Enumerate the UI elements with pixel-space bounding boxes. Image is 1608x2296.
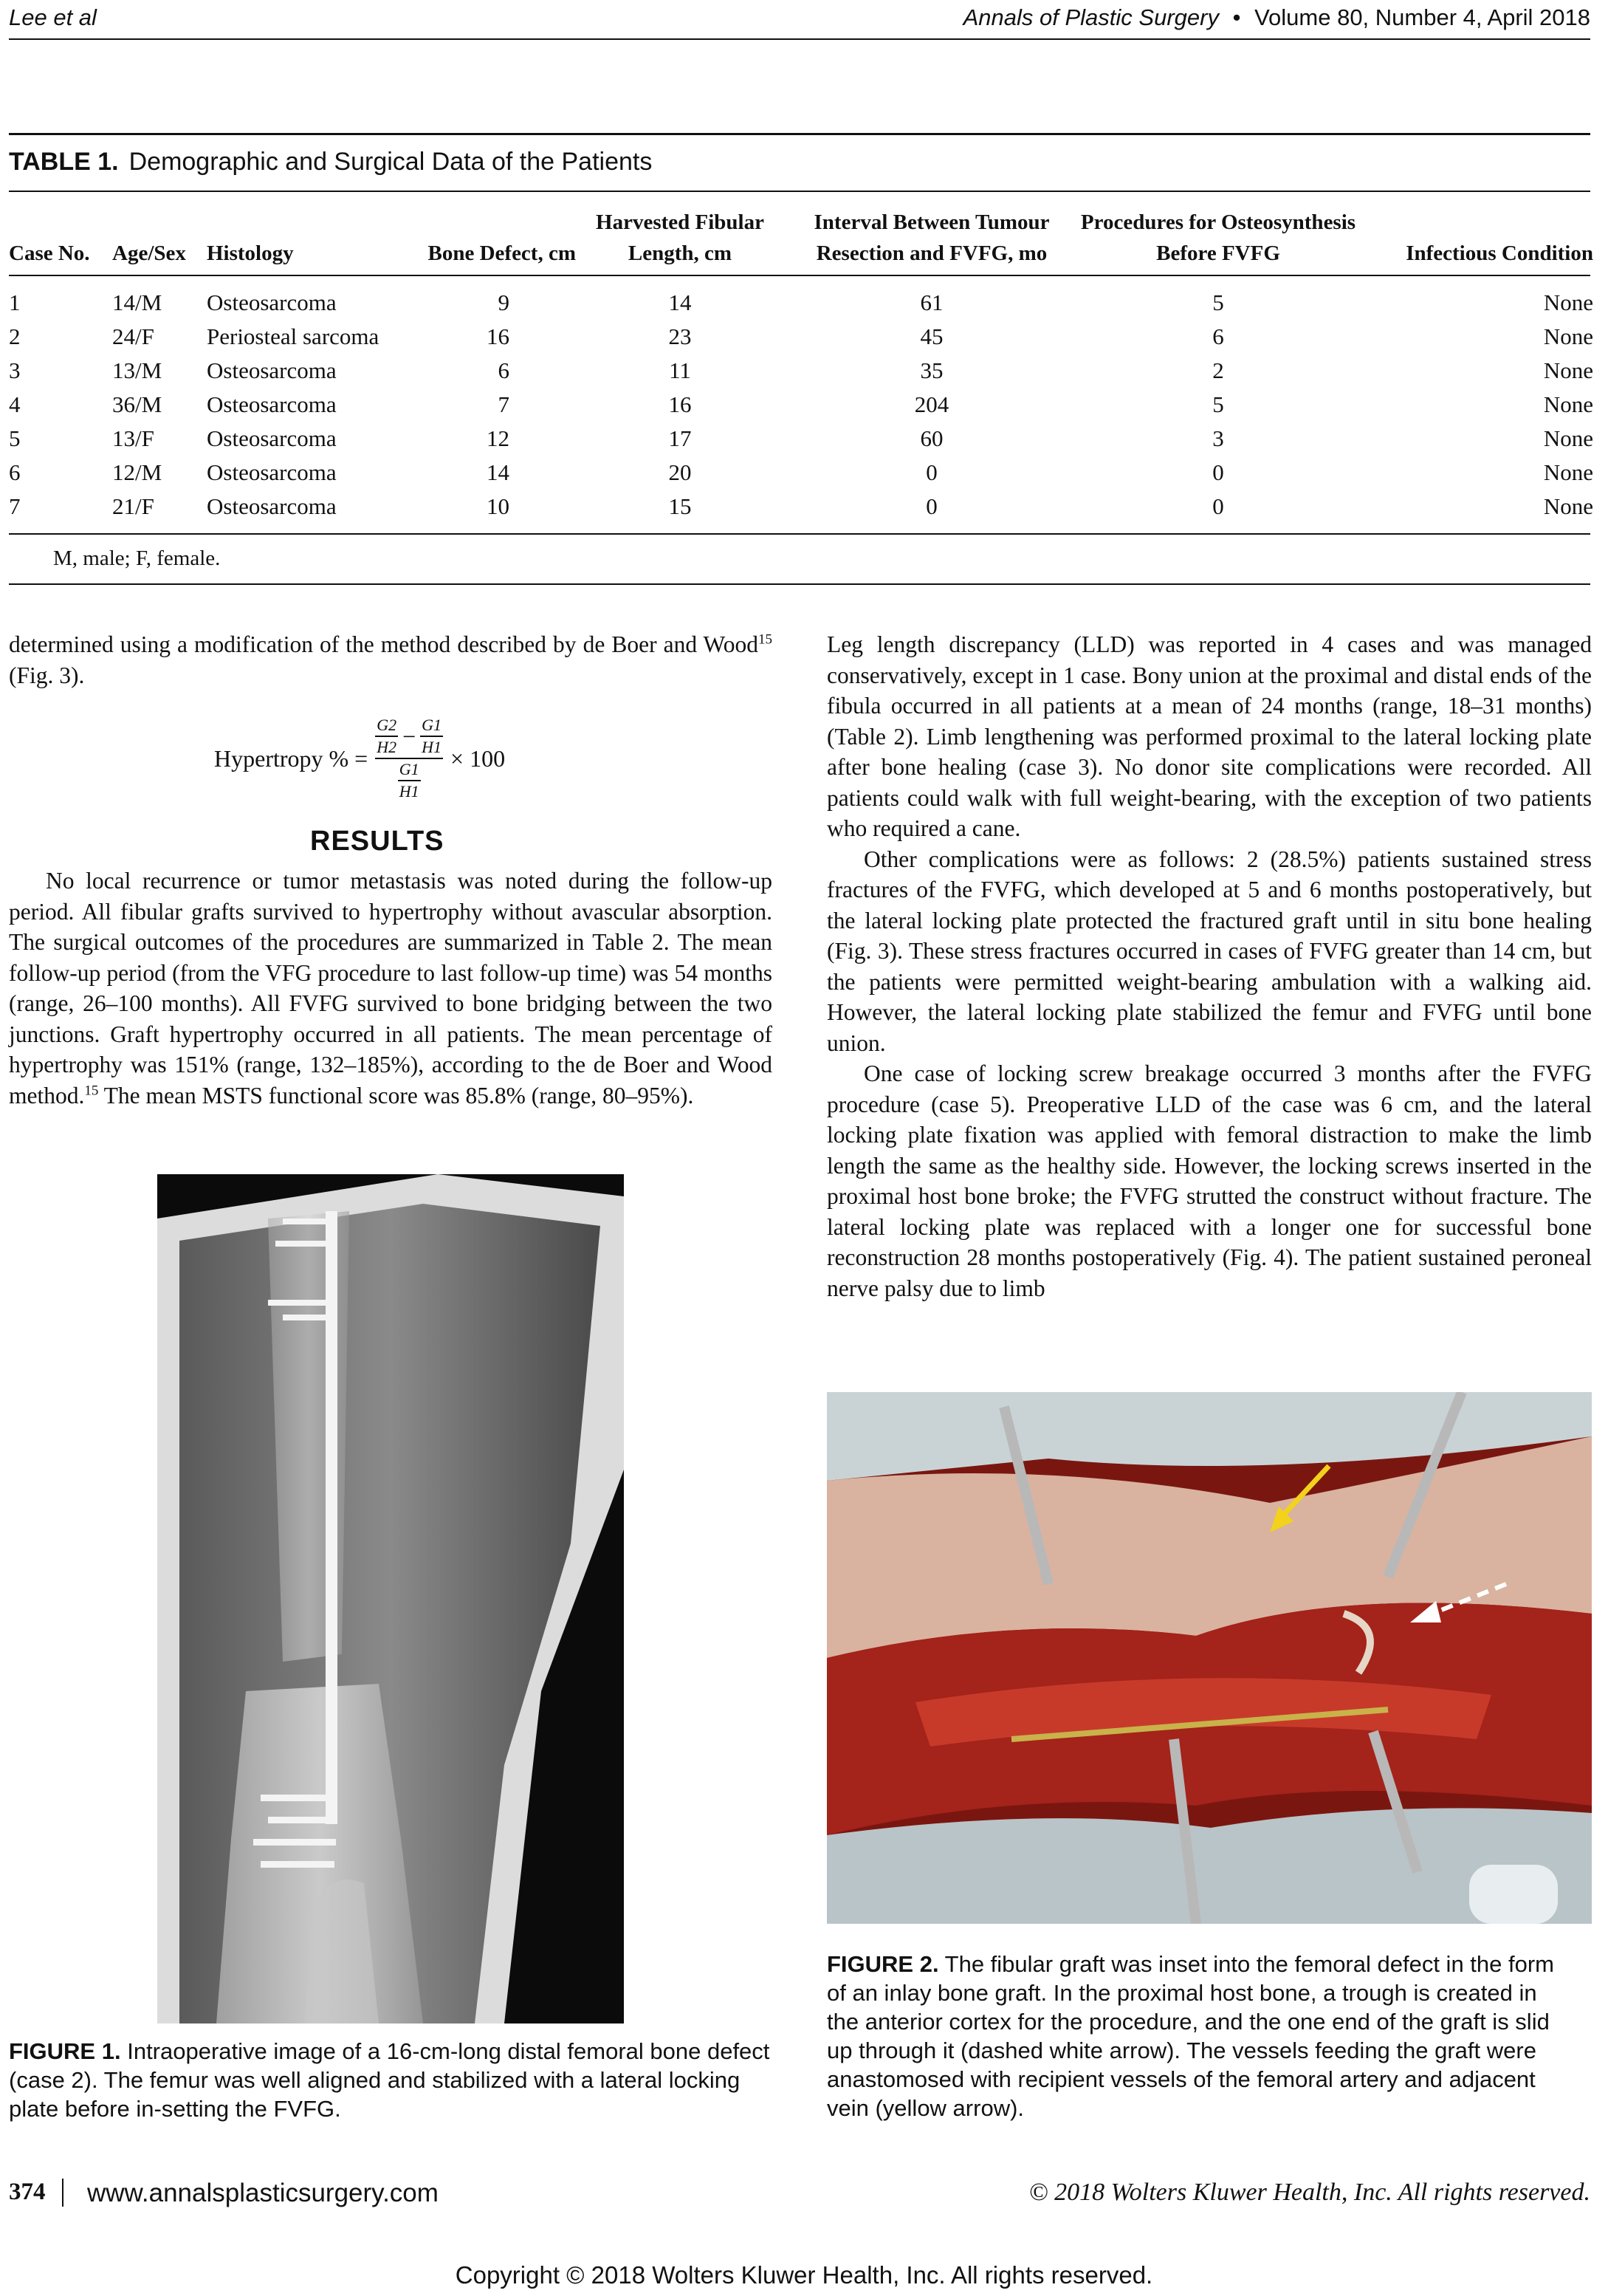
- table-cell: 10: [487, 493, 509, 519]
- table-title-rule: [9, 191, 1590, 192]
- journal-volume: Volume 80, Number 4, April 2018: [1254, 4, 1590, 30]
- table-cell: None: [1543, 391, 1593, 417]
- table-end-rule: [9, 583, 1590, 585]
- figure-2-caption-text: The fibular graft was inset into the femoral defect in the form of an inlay bone graft. In the proximal host bone, a trough is created in the anterior cortex for the procedure, and the one end of the graft is slid up through it (dashed white arrow). The vessels feeding the graft were anastomosed with recipient vessels of the femoral artery and adjacent vein (yellow arrow).: [827, 1951, 1555, 2121]
- figure-2-caption: [827, 1950, 1565, 2122]
- table-cell: 14/M: [112, 289, 162, 315]
- intro-fig-ref: (Fig. 3).: [9, 662, 85, 688]
- table-title: [9, 148, 652, 177]
- table-cell: 60: [920, 425, 944, 451]
- table-cell: 17: [668, 425, 692, 451]
- table-column-header: Length, cm: [628, 241, 732, 265]
- figure-1-xray-image: [157, 1174, 624, 2023]
- left-column-results: [9, 866, 772, 1111]
- table-column-header: Procedures for Osteosynthesis: [1080, 210, 1356, 234]
- intro-ref: 15: [758, 631, 772, 648]
- equation-main-fraction: [375, 716, 443, 801]
- table-column-header: Bone Defect, cm: [427, 241, 576, 265]
- results-heading: RESULTS: [310, 826, 444, 857]
- table-column-header: Case No.: [9, 241, 90, 265]
- table-cell: 0: [926, 459, 938, 485]
- table-cell: 45: [920, 323, 944, 349]
- table-cell: 14: [668, 289, 692, 315]
- table-cell: Periosteal sarcoma: [207, 323, 379, 349]
- table-cell: 14: [487, 459, 509, 485]
- table-cell: 16: [487, 323, 509, 349]
- hypertrophy-equation: [214, 716, 505, 801]
- table-cell: 9: [498, 289, 509, 315]
- figure-1-caption-text: Intraoperative image of a 16-cm-long distal femoral bone defect (case 2). The femur was well aligned and stabilized with a lateral locking plate before in-setting the FVFG.: [9, 2038, 770, 2122]
- table-cell: 3: [1212, 425, 1224, 451]
- table-cell: 0: [1212, 493, 1224, 519]
- table-column-header: Infectious Condition: [1406, 241, 1593, 265]
- table-cell: 0: [926, 493, 938, 519]
- left-column-intro: [9, 629, 772, 690]
- paragraph-screw-breakage: One case of locking screw breakage occurred 3 months after the FVFG procedure (case 5). Preoperative LLD of the case was 6 cm, and the lateral locking plate fixation was applied with femoral distraction to make the limb length the same as the healthy side. However, the locking screws inserted in the proximal host bone broke; the FVFG strutted the construct without fracture. The lateral locking plate was replaced with a longer one for successful bone reconstruction 28 months postoperatively (Fig. 4). The patient sustained peroneal nerve palsy due to limb: [827, 1060, 1592, 1301]
- figure-1-label: FIGURE 1.: [9, 2038, 121, 2064]
- table-cell: 5: [1212, 391, 1224, 417]
- table-cell: None: [1543, 289, 1593, 315]
- paragraph-complications: Other complications were as follows: 2 (28.5%) patients sustained stress fractures of the FVFG, which developed at 5 and 6 months postoperatively, but the lateral locking plate protected the fractured graft until in situ bone healing (Fig. 3). These stress fractures occurred in cases of FVFG greater than 14 cm, but the patients were permitted weight-bearing ambulation with a walking aid. However, the lateral locking plate stabilized the femur and FVFG until bone union.: [827, 846, 1592, 1056]
- table-cell: Osteosarcoma: [207, 425, 337, 451]
- table-cell: 13/F: [112, 425, 154, 451]
- intro-text: determined using a modification of the method described by de Boer and Wood: [9, 631, 758, 657]
- table-column-header: Harvested Fibular: [596, 210, 764, 234]
- eq-h1-denominator: H1: [399, 782, 419, 801]
- table-cell: 4: [9, 391, 21, 417]
- table-header-rule: [9, 275, 1590, 276]
- surgical-illustration: [827, 1392, 1592, 1924]
- table-cell: 12/M: [112, 459, 162, 485]
- table-cell: 24/F: [112, 323, 154, 349]
- page-copyright-notice: Copyright © 2018 Wolters Kluwer Health, Inc. All rights reserved.: [455, 2261, 1153, 2289]
- running-header-journal: [963, 4, 1590, 31]
- table-cell: 35: [920, 357, 944, 383]
- eq-g1-denominator: G1: [399, 760, 419, 778]
- table-cell: 5: [9, 425, 21, 451]
- table-cell: 3: [9, 357, 21, 383]
- figure-2-label: FIGURE 2.: [827, 1951, 939, 1977]
- page-number: 374: [9, 2179, 46, 2205]
- table-column-header: Before FVFG: [1156, 241, 1280, 265]
- table-cell: 2: [1212, 357, 1224, 383]
- table-cell: 6: [1212, 323, 1224, 349]
- footer-copyright: © 2018 Wolters Kluwer Health, Inc. All rights reserved.: [1028, 2179, 1590, 2206]
- table-cell: Osteosarcoma: [207, 459, 337, 485]
- results-ref: 15: [84, 1083, 99, 1098]
- table-cell: None: [1543, 425, 1593, 451]
- table-cell: 61: [920, 289, 944, 315]
- table-cell: 1: [9, 289, 21, 315]
- table-cell: 7: [9, 493, 21, 519]
- table-footnote: M, male; F, female.: [53, 546, 221, 570]
- eq-h2: H2: [377, 738, 397, 756]
- table-cell: 204: [914, 391, 949, 417]
- journal-name: Annals of Plastic Surgery: [963, 4, 1219, 30]
- table-column-header: Interval Between Tumour: [814, 210, 1050, 234]
- table-cell: 2: [9, 323, 21, 349]
- table-cell: Osteosarcoma: [207, 357, 337, 383]
- table-cell: Osteosarcoma: [207, 391, 337, 417]
- paragraph-lld: Leg length discrepancy (LLD) was reported in 4 cases and was managed conservatively, except in 1 case. Bony union at the proximal and distal ends of the fibula occurred in all patients at a mean of 24 months (range, 18–31 months) (Table 2). Limb lengthening was performed proximal to the lateral locking plate after bone healing (case 3). No donor site complications were recorded. All patients could walk with full weight-bearing, with the exception of two patients who required a cane.: [827, 631, 1592, 841]
- table-cell: 15: [668, 493, 692, 519]
- table-cell: 5: [1212, 289, 1224, 315]
- figure-1-caption: [9, 2037, 772, 2123]
- table-bottom-rule: [9, 533, 1590, 535]
- table-column-header: Histology: [207, 241, 294, 265]
- header-bullet: •: [1232, 4, 1241, 30]
- footer-separator: [62, 2179, 63, 2207]
- table-cell: 11: [669, 357, 691, 383]
- table-top-rule: [9, 133, 1590, 135]
- table-cell: 6: [498, 357, 509, 383]
- equation-lhs: Hypertropy % =: [214, 744, 368, 772]
- table-cell: None: [1543, 493, 1593, 519]
- right-column-text: [827, 629, 1592, 1303]
- table-cell: Osteosarcoma: [207, 289, 337, 315]
- eq-minus: −: [402, 722, 416, 750]
- table-cell: 7: [498, 391, 509, 417]
- header-rule: [9, 38, 1590, 40]
- table-cell: None: [1543, 459, 1593, 485]
- table-cell: None: [1543, 323, 1593, 349]
- table-cell: 16: [668, 391, 692, 417]
- equation-rhs: × 100: [450, 744, 506, 772]
- eq-g2: G2: [377, 716, 397, 734]
- eq-h1: H1: [422, 738, 442, 756]
- table-cell: 0: [1212, 459, 1224, 485]
- journal-website-link[interactable]: www.annalsplasticsurgery.com: [87, 2179, 439, 2207]
- table-label: TABLE 1.: [9, 148, 119, 176]
- table-column-header: Age/Sex: [112, 241, 186, 265]
- table-caption: Demographic and Surgical Data of the Patients: [128, 148, 653, 176]
- table-cell: 23: [668, 323, 692, 349]
- table-cell: 13/M: [112, 357, 162, 383]
- results-text-end: The mean MSTS functional score was 85.8% (range, 80–95%).: [98, 1082, 694, 1108]
- table-cell: 21/F: [112, 493, 154, 519]
- xray-illustration: [157, 1174, 624, 2023]
- figure-2-surgical-photo: [827, 1392, 1592, 1924]
- table-cell: 12: [487, 425, 509, 451]
- table-cell: Osteosarcoma: [207, 493, 337, 519]
- table-cell: 36/M: [112, 391, 162, 417]
- table-cell: None: [1543, 357, 1593, 383]
- eq-g1: G1: [422, 716, 442, 734]
- table-cell: 6: [9, 459, 21, 485]
- table-cell: 20: [668, 459, 692, 485]
- running-header-authors: Lee et al: [9, 4, 97, 30]
- results-text: No local recurrence or tumor metastasis was noted during the follow-up period. All fibular grafts survived to hypertrophy without avascular absorption. The surgical outcomes of the procedures are summarized in Table 2. The mean follow-up period (from the VFG procedure to last follow-up time) was 54 months (range, 26–100 months). All FVFG survived to bone bridging between the two junctions. Graft hypertrophy occurred in all patients. The mean percentage of hypertrophy was 151% (range, 132–185%), according to the de Boer and Wood method.: [9, 868, 772, 1108]
- table-column-header: Resection and FVFG, mo: [816, 241, 1048, 265]
